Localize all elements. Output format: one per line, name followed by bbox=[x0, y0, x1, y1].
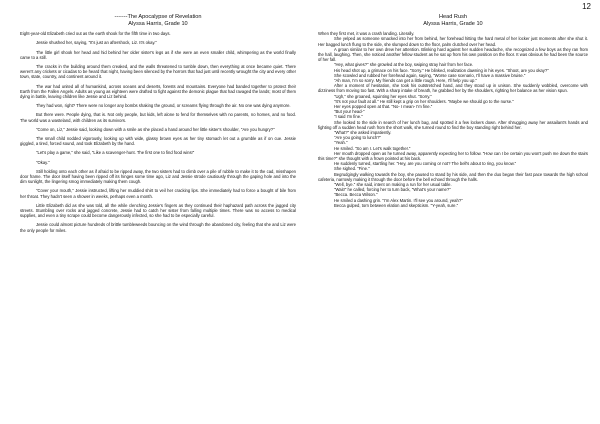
paragraph: The little girl shook her head and hid behind her older sister's legs as if she were an even smaller child, whimpering as the world finally came to a still. bbox=[20, 49, 296, 60]
right-header bbox=[318, 14, 588, 27]
page-number: 12 bbox=[582, 2, 591, 11]
paragraph: When they first met, it was a crash landing. Literally. bbox=[318, 31, 415, 37]
paragraph: Begrudgingly walking towards the boy, she paused to stand by his side, and then the duo began their fast pace towards the high school cafeteria, narrowly making it through the door before the bell echoed through the halls. bbox=[318, 171, 588, 182]
left-header bbox=[20, 14, 296, 27]
paragraph: The small child nodded vigorously, looking up with wide, glassy brown eyes as her tiny stomach let out a grumble as if on cue. Jessie giggled, a tired, forced sound, and took Elizabeth by the hand. bbox=[20, 136, 296, 147]
paragraph: Her mouth dropped open as he turned away, apparently expecting her to follow. "How can I be certain you won't push me down the stairs this time?" she thought with a frown pointed at his back. bbox=[318, 150, 588, 162]
paragraph: "It's not your fault at all." He still kept a grip on her shoulders. "Maybe we should go to the nurse." bbox=[334, 98, 514, 104]
left-column bbox=[20, 14, 296, 422]
paragraph: "Cover your mouth," Jessie instructed, lifting her muddied shirt to veil her cracking lips. She immediately had to force a bought of bile from her throat. They hadn't seen a shower in weeks, perhaps even a month. bbox=[20, 188, 296, 199]
paragraph: She yelped as someone smacked into her from behind, her forehead hitting the hard metal of her locker just moments after she shut it. Her bagged lunch flung to the side, she slumped down to the floor, palm clutched over her head. bbox=[318, 36, 588, 47]
paragraph: After a moment of hesitation, she took his outstretched hand, and they stood up in unison. She suddenly wobbled, overcome with dizziness from moving too fast. With a sharp intake of breath, he grabbed her by the shoulders, righting her balance as her vision spun. bbox=[318, 83, 588, 94]
right-story-title: Head Rush bbox=[439, 14, 467, 20]
paragraph: "Hey, what gives?" she growled at the boy, swiping stray hair from her face. bbox=[334, 62, 474, 68]
paragraph: Still holding onto each other as if afraid to be ripped away, the two sisters had to climb over a pile of rubble to make it to the cad, misshapen door frame. The door itself having been ripped off its hinges some time ago, Liz and Jessie strode cautiously through the gaping hole and into the dim sunlight, the lingering smog immediately making them cough. bbox=[20, 168, 296, 185]
left-author: Alyssa Harris, Grade 10 bbox=[128, 20, 188, 27]
paragraph: His head shot up, a grimace on his face. "Sorry." He blinked, realization dawning in his eyes. "Shoot, are you okay?" bbox=[334, 67, 549, 73]
paragraph: But there were. People dying, that is. Not only people, but kids, left alone to fend for themselves with no parents, no homes, and no food. The world was a wasteland, with children as its survivors. bbox=[20, 112, 296, 123]
right-story-body bbox=[318, 31, 588, 208]
left-story-title: -------The Apocalypse of Revelation bbox=[114, 14, 202, 20]
paragraph: Becca gulped, torn between elation and skepticism. "Y-yeah, sure." bbox=[334, 202, 459, 208]
paragraph: "Becca. Becca Wilson." bbox=[334, 192, 378, 198]
right-column bbox=[318, 14, 588, 422]
paragraph: "Ugh," she groaned, squinting her eyes shut. "Sorry." bbox=[334, 93, 432, 99]
paragraph: Eight-year-old Elizabeth cried out as the earth shook for the fifth time in two days. bbox=[20, 31, 171, 37]
paragraph: "What?" she asked impatiently. bbox=[334, 130, 392, 136]
paragraph: "Okay." bbox=[36, 159, 50, 165]
paragraph: He smiled. "So am I. Let's walk together." bbox=[334, 145, 411, 151]
paragraph: A groan similar to her own drew her attention. Blinking hard against her sudden headache, she recognized a few boys as they ran from the hall, laughing. Then, she noticed another fellow student as he sat up from his own position on the floor. It was obvious he had been the source of her fall. bbox=[318, 46, 588, 63]
paragraph: He smiled a dashing grin. "I'm Alex Martin. I'll see you around, yeah?" bbox=[334, 197, 463, 203]
paragraph: "Well, bye." she said, intent on making a run for her usual table. bbox=[334, 182, 452, 188]
paragraph: She scowled and rubbed her forehead again, saying, "Worse case scenario, I'll have a massive bruise." bbox=[334, 72, 526, 78]
paragraph: He suddenly turned, startling her. "Hey, are you coming or not? The bell's about to ring, you know." bbox=[334, 161, 517, 167]
right-author: Alyssa Harris, Grade 10 bbox=[423, 20, 483, 27]
paragraph: The cracks in the building around them creaked, and the walls threatened to tumble down, then everything at once became quiet. There weren't any crickets or cicadas to be heard that night, having been silenced by the horrors that had just until recently wrought the city and every other town, state, country, and continent around it. bbox=[20, 64, 296, 80]
paragraph: She sighed. "Fine." bbox=[334, 166, 370, 172]
paragraph: She looked to the side in search of her lunch bag, and spotted it a few lockers down. After shrugging away her assailant's hands and fighting off a sudden head rush from the short walk, she turned round to find the boy standing right behind her. bbox=[318, 119, 588, 130]
paragraph: "But your head-" bbox=[334, 109, 365, 115]
paragraph: "Let's play a game," she said, "Like a scavenger-hunt. The first one to find food wins!" bbox=[36, 150, 195, 156]
paragraph: "Ah man, I'm so sorry. My friends can get a little rough. Here, I'll help you up." bbox=[334, 78, 477, 84]
left-story-body bbox=[20, 31, 296, 233]
paragraph: Jessie could almost picture hundreds of brittle tumbleweeds bouncing on the wind through the abandoned city, feeling that she and Liz were the only people for miles. bbox=[20, 222, 296, 233]
paragraph: Little Elizabeth did as she was told, all the while clenching Jessie's fingers as they continued their haphazard path across the jagged city streets. Stumbling over rocks and jagged concrete, Jessie had to catch her sister from falling multiple times. There was no access to medical supplies, and even a tiny scrape could become dangerously infected, so she had to be especially careful. bbox=[20, 202, 296, 219]
paragraph: "Yeah." bbox=[334, 140, 348, 146]
paragraph: "Wait!" he called, forcing her to turn back, "What's your name?" bbox=[334, 187, 451, 193]
paragraph: "Are you going to lunch?" bbox=[334, 135, 381, 141]
paragraph: The war had united all of humankind, across oceans and deserts, forests and mountains. Everyone had banded together to protect their Earth from the Fallen Angels. Adults as young as eighteen were drafted to fight against the demonic plague that had ravaged the lands; most of them dying in battle, leaving children like Jessie and Liz behind. bbox=[20, 83, 296, 100]
paragraph: "Come on, Liz," Jessie said, looking down with a smile as she placed a hand around her little sister's shoulder, "Are you hungry?" bbox=[36, 126, 275, 132]
paragraph: Jessie shushed her, saying, "It's just an aftershock, Liz. It's okay." bbox=[36, 40, 157, 46]
paragraph: "I said I'm fine." bbox=[334, 114, 363, 120]
paragraph: They had won, right? There were no longer any bombs shaking the ground, or screams flying through the air. No one was dying anymore. bbox=[36, 103, 291, 109]
paragraph: Her eyes popped open at that. "No- I mean- I'm fine." bbox=[334, 104, 433, 110]
